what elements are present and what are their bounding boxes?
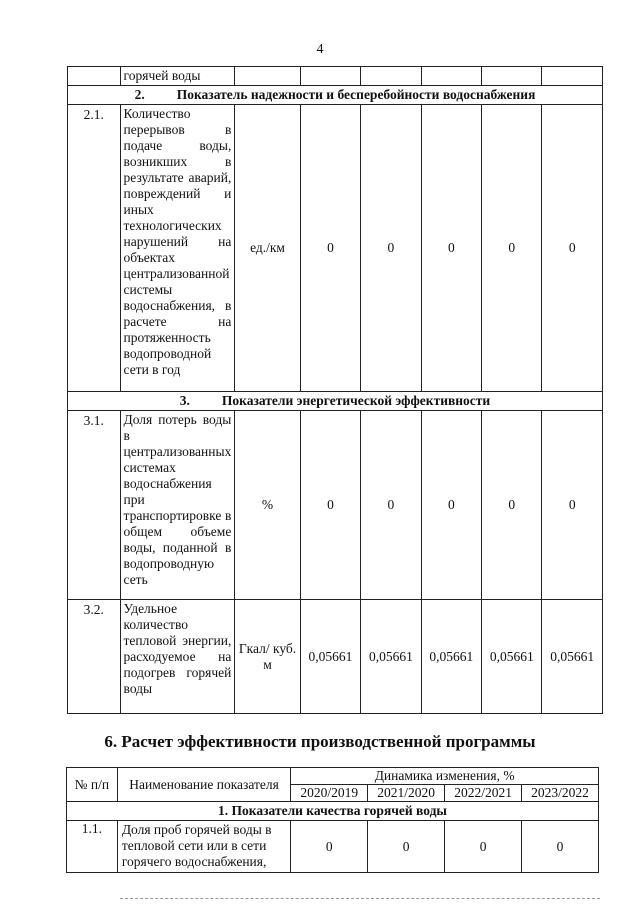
section-title bbox=[68, 86, 603, 105]
row-name: Доля потерь воды в централизованных системах водоснабжения при транспортировке в общем объеме воды, поданной в водопроводную сеть bbox=[120, 411, 235, 600]
row-number: 2.1. bbox=[68, 105, 121, 392]
header-year: 2022/2021 bbox=[445, 785, 522, 802]
row-unit: Гкал/ куб. м bbox=[235, 600, 300, 714]
page-number: 4 bbox=[316, 42, 324, 57]
efficiency-table bbox=[66, 767, 599, 873]
cell-value: 0 bbox=[482, 411, 542, 600]
cell-value: 0,05661 bbox=[482, 600, 542, 714]
section-text: Показатель надежности и бесперебойности водоснабжения bbox=[176, 87, 536, 102]
table-row bbox=[68, 67, 603, 86]
section-number: 3. bbox=[179, 393, 190, 408]
cell-value: 0 bbox=[522, 821, 599, 873]
cell-value: 0 bbox=[361, 411, 421, 600]
cell-value: 0 bbox=[421, 411, 481, 600]
cell-value: 0,05661 bbox=[421, 600, 481, 714]
cell-value: 0 bbox=[482, 105, 542, 392]
table-row bbox=[68, 600, 603, 714]
section-row bbox=[68, 86, 603, 105]
row-number: 1.1. bbox=[67, 821, 118, 873]
row-unit: % bbox=[235, 411, 300, 600]
cell-value: 0,05661 bbox=[361, 600, 421, 714]
section-title: 1. Показатели качества горячей воды bbox=[67, 802, 599, 821]
header-year: 2020/2019 bbox=[291, 785, 368, 802]
cell-value: 0,05661 bbox=[300, 600, 360, 714]
cell-value: 0 bbox=[368, 821, 445, 873]
section-title bbox=[68, 392, 603, 411]
row-name: Количество перерывов в подаче воды, возникших в результате аварий, повреждений и иных технологических нарушений на объектах централизованной системы водоснабжения, в расчете на протяженность водопроводной сети в год bbox=[120, 105, 235, 392]
row-name: Удельное количество тепловой энергии, расходуемое на подогрев горячей воды bbox=[120, 600, 235, 714]
header-dynamics: Динамика изменения, % bbox=[291, 768, 599, 785]
cell-value: 0 bbox=[542, 411, 603, 600]
cell-value: 0 bbox=[300, 411, 360, 600]
cell-value: 0 bbox=[445, 821, 522, 873]
section-heading: 6. Расчет эффективности производственной программы bbox=[104, 732, 536, 751]
header-row bbox=[67, 768, 599, 785]
cell-value: 0 bbox=[300, 105, 360, 392]
row-unit: ед./км bbox=[235, 105, 300, 392]
section-row bbox=[67, 802, 599, 821]
header-year: 2021/2020 bbox=[368, 785, 445, 802]
cell-value: 0 bbox=[421, 105, 481, 392]
section-text: Показатели энергетической эффективности bbox=[221, 393, 491, 408]
indicators-table bbox=[67, 66, 603, 714]
table-row bbox=[67, 821, 599, 873]
cell-value: 0 bbox=[542, 105, 603, 392]
row-number: 3.1. bbox=[68, 411, 121, 600]
cell-value: 0 bbox=[361, 105, 421, 392]
row-name: Доля проб горячей воды в тепловой сети или в сети горячего водоснабжения, bbox=[117, 821, 290, 873]
header-num: № п/п bbox=[67, 768, 118, 802]
header-year: 2023/2022 bbox=[522, 785, 599, 802]
section-number: 2. bbox=[134, 87, 145, 102]
table-row bbox=[68, 105, 603, 392]
row-number: 3.2. bbox=[68, 600, 121, 714]
cell-value: 0,05661 bbox=[542, 600, 603, 714]
section-row bbox=[68, 392, 603, 411]
page-bottom-divider bbox=[120, 898, 600, 899]
header-name: Наименование показателя bbox=[117, 768, 290, 802]
row-name: горячей воды bbox=[120, 67, 235, 86]
table-row bbox=[68, 411, 603, 600]
cell-value: 0 bbox=[291, 821, 368, 873]
